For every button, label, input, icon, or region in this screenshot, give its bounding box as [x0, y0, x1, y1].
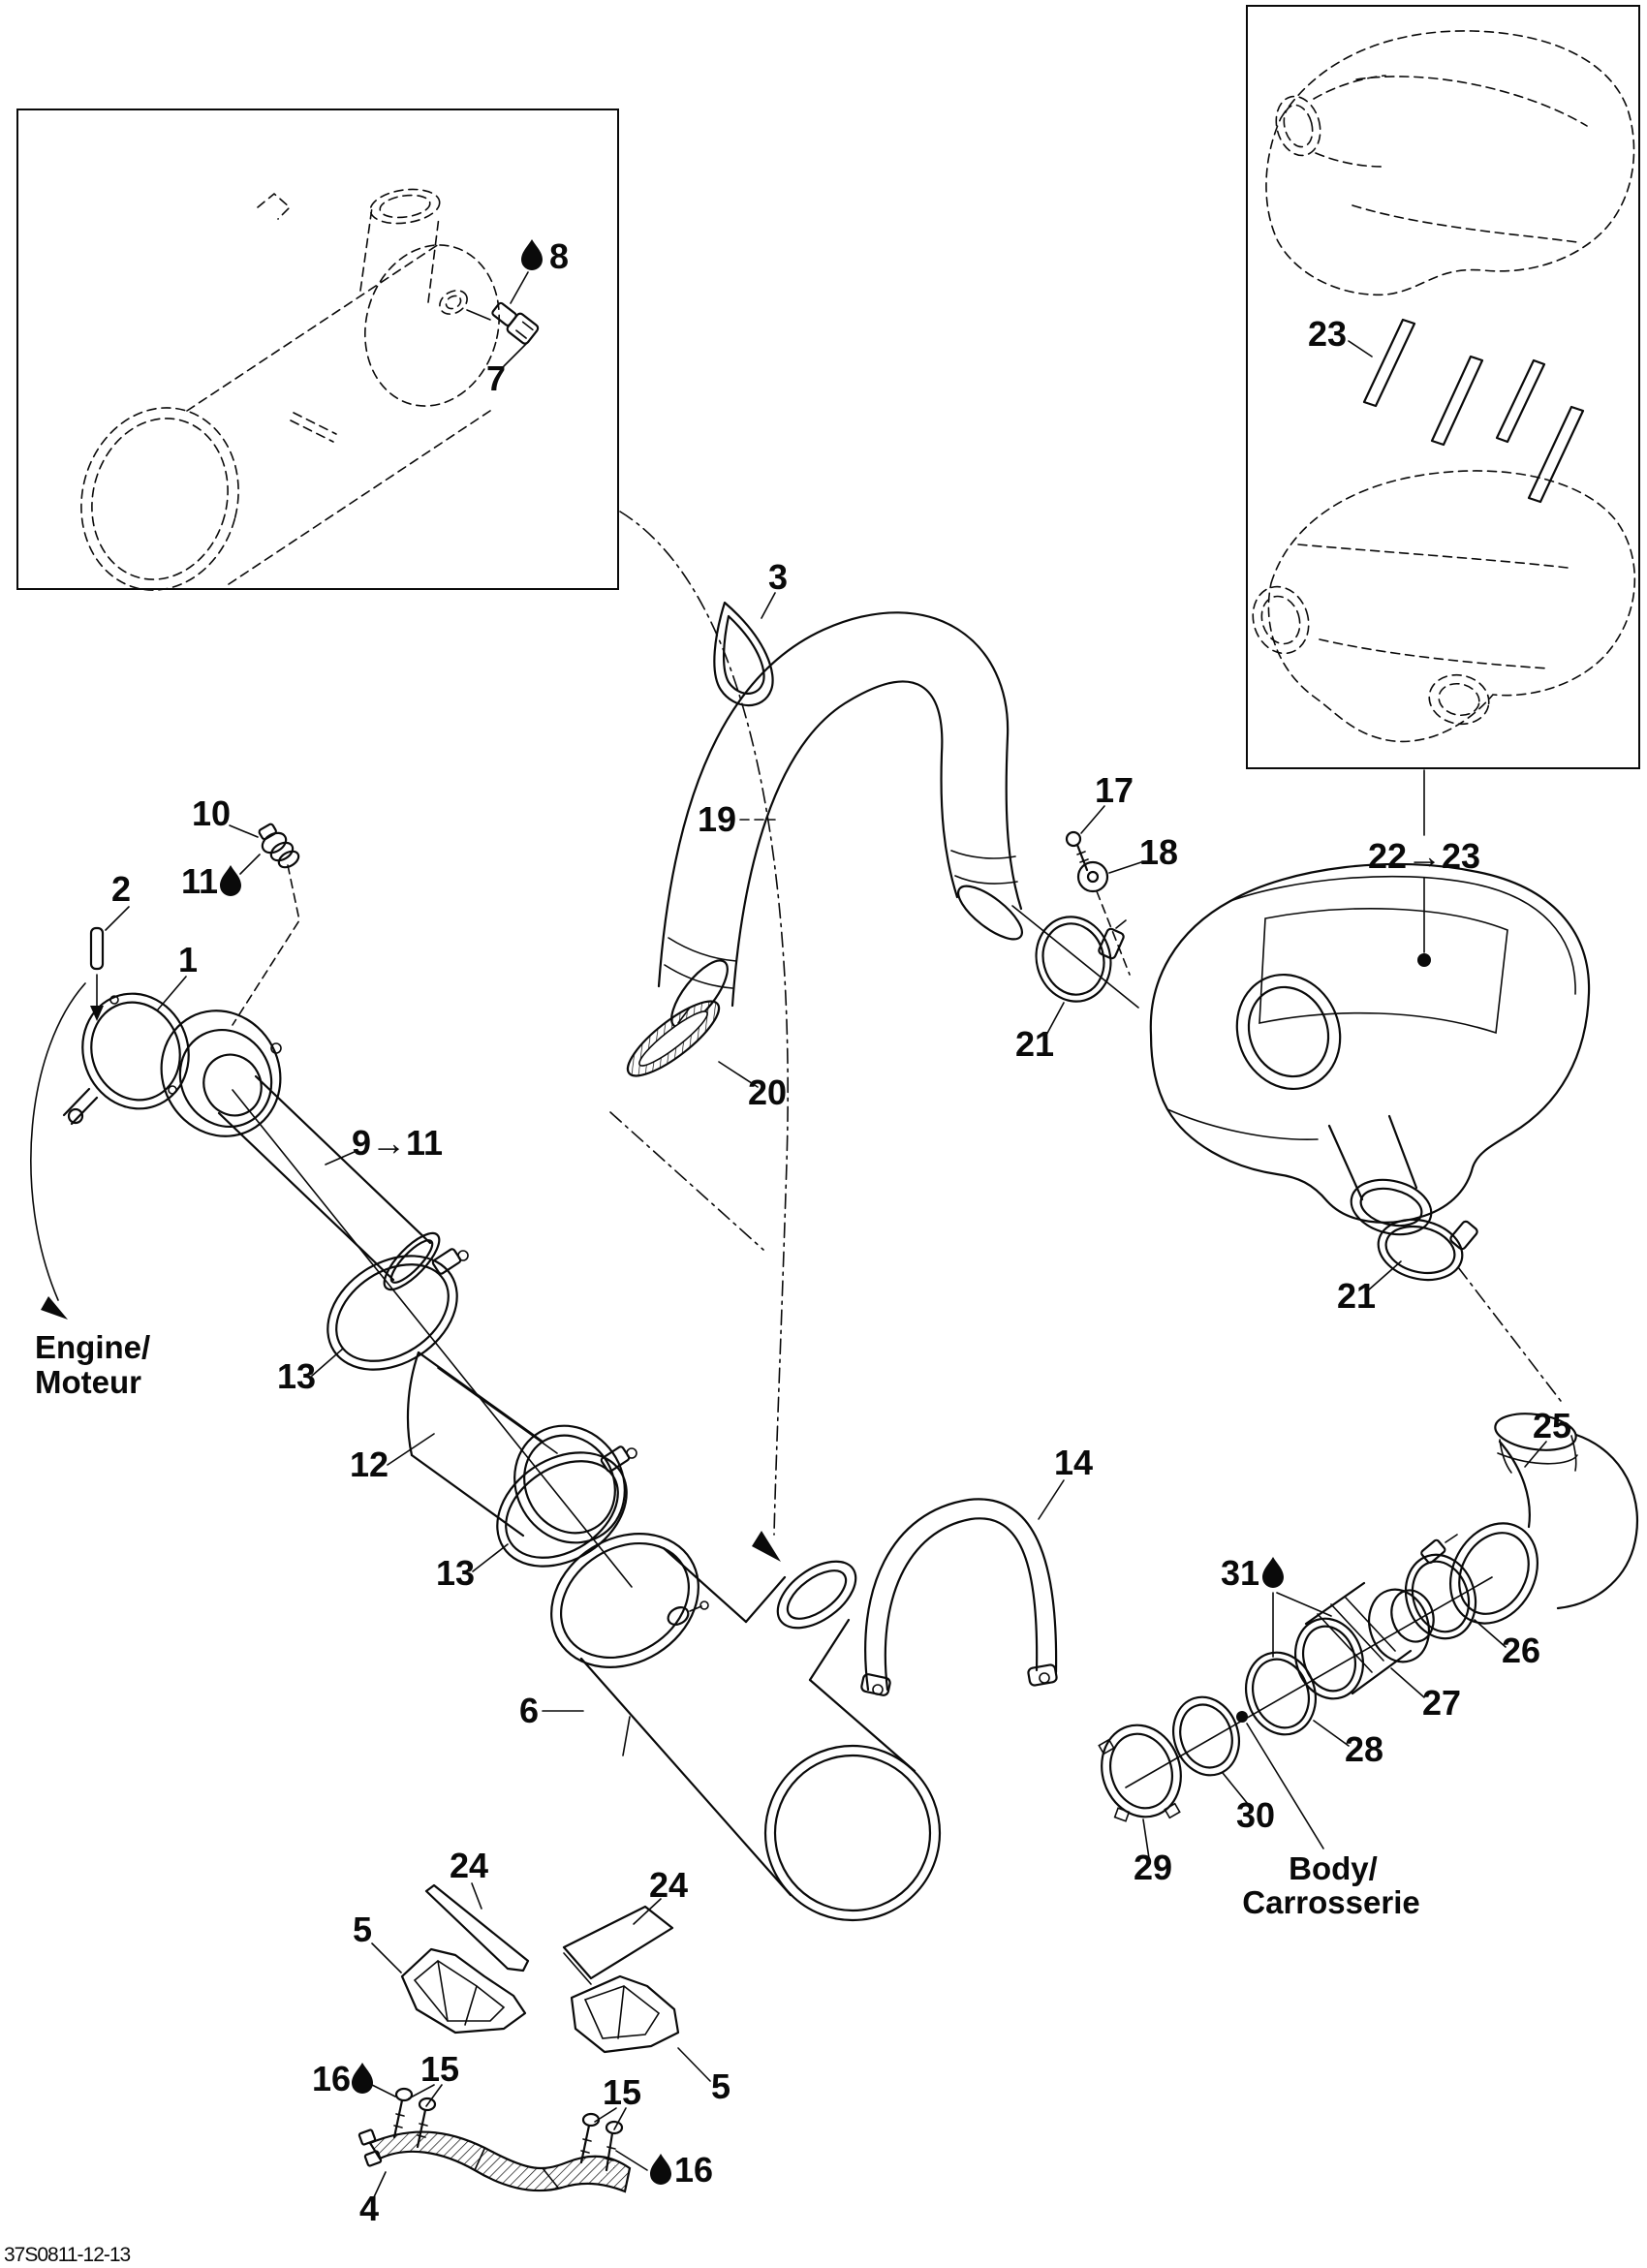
- airbox-ghost-upper: [1266, 31, 1634, 295]
- callout-2: 2: [110, 869, 132, 909]
- foam-strips: [1364, 320, 1583, 502]
- heat-shield-part-4: [358, 2129, 630, 2228]
- bracket-part-5-right: [572, 1976, 730, 2106]
- fitting-part-10: [192, 793, 301, 871]
- leader-23: [1349, 341, 1372, 357]
- airbox-ghost-lower: [1245, 471, 1635, 741]
- seal-ring-part-3: [714, 557, 788, 705]
- callout-21-left: 21: [1014, 1024, 1055, 1064]
- clamp-13-upper: [277, 1232, 479, 1396]
- leader-2: [106, 907, 129, 930]
- leader-24: [472, 1883, 482, 1909]
- leader-27: [1391, 1668, 1424, 1697]
- leader-1: [158, 977, 186, 1010]
- oil-note-31: [1221, 1553, 1331, 1657]
- callout-21-right: 21: [1336, 1276, 1377, 1316]
- callout-24-left: 24: [449, 1846, 489, 1885]
- oil-droplet-icon: [220, 865, 241, 896]
- muffler-part-6: [519, 1507, 940, 1920]
- arrowhead-icon: [752, 1531, 781, 1562]
- elbow-part-25: [1434, 1406, 1637, 1638]
- leader-28: [1314, 1721, 1349, 1746]
- callout-5-right: 5: [710, 2066, 731, 2106]
- oil-droplet-icon: [1262, 1557, 1284, 1588]
- muffler-ghost-drawing: [61, 185, 516, 607]
- gasket-part-28: [1235, 1643, 1383, 1769]
- airbox-main: [1151, 836, 1589, 1242]
- callout-13: 13: [276, 1356, 317, 1396]
- oil-note-11: [181, 854, 260, 901]
- leader-7: [504, 341, 529, 366]
- callout-11: 11: [180, 861, 219, 901]
- callout-19: 19: [697, 799, 737, 839]
- leader-12: [388, 1434, 434, 1465]
- callout-8: 8: [548, 236, 570, 276]
- engine-label-line2: Moteur: [35, 1364, 141, 1400]
- leader-16: [372, 2085, 395, 2097]
- airbox-inset: [1245, 6, 1639, 835]
- fitting-part-27: [1286, 1582, 1461, 1723]
- callout-28: 28: [1344, 1729, 1384, 1769]
- leader-13: [473, 1544, 508, 1571]
- callout-5-left: 5: [352, 1910, 373, 1949]
- oil-droplet-icon: [521, 239, 543, 270]
- temperature-sensor-part: [467, 299, 540, 346]
- oil-droplet-icon: [650, 2154, 671, 2185]
- callout-9-to-11: 9→11: [351, 1123, 444, 1163]
- callout-29: 29: [1133, 1848, 1173, 1887]
- washer-part-18: [1078, 832, 1178, 891]
- callout-23: 23: [1307, 314, 1348, 354]
- leader-13: [312, 1349, 343, 1376]
- callout-18: 18: [1138, 832, 1179, 872]
- callout-6: 6: [518, 1691, 540, 1730]
- leader-14: [1039, 1480, 1064, 1519]
- callout-15-left: 15: [420, 2049, 460, 2089]
- callout-3: 3: [767, 557, 789, 597]
- callout-27: 27: [1421, 1683, 1462, 1723]
- callout-16-right: 16: [673, 2150, 714, 2190]
- v-clamp-part-1: [64, 940, 204, 1124]
- callout-31: 31: [1220, 1553, 1260, 1593]
- callout-1: 1: [177, 940, 199, 979]
- bracket-part-5-left: [353, 1910, 525, 2033]
- engine-label-line1: Engine/: [35, 1329, 151, 1365]
- leader-10: [230, 825, 258, 837]
- callout-13b: 13: [435, 1553, 476, 1593]
- callout-4: 4: [358, 2189, 380, 2228]
- callout-24-right: 24: [648, 1865, 689, 1905]
- oil-note-16-left: [312, 2059, 395, 2098]
- callout-16-left: 16: [311, 2059, 352, 2098]
- drawing-code: 37S0811-12-13: [4, 2244, 131, 2266]
- callout-30: 30: [1235, 1795, 1276, 1835]
- callout-25: 25: [1532, 1406, 1572, 1445]
- gasket-part-20: [618, 990, 787, 1112]
- leader-5: [372, 1943, 401, 1973]
- callout-17: 17: [1094, 770, 1134, 810]
- callout-15-right: 15: [602, 2072, 642, 2112]
- oil-note-16-right: [616, 2150, 713, 2190]
- callout-12: 12: [349, 1445, 389, 1484]
- callout-7: 7: [485, 358, 507, 398]
- oil-droplet-icon: [352, 2063, 373, 2094]
- leader-18: [1109, 862, 1141, 873]
- screw-part-17: [1067, 770, 1134, 870]
- muffler-inset: [17, 109, 618, 607]
- leader-8: [511, 272, 528, 303]
- inset-border: [1247, 6, 1639, 768]
- leader-17: [1081, 806, 1104, 833]
- lock-ring-part-29: [1090, 1715, 1193, 1887]
- leader-5: [678, 2048, 710, 2081]
- body-label-line2: Carrosserie: [1242, 1884, 1420, 1920]
- leader-11: [240, 854, 260, 874]
- inset-border: [17, 109, 618, 589]
- clamp-part-21-right: [1337, 1211, 1478, 1316]
- callout-20: 20: [747, 1072, 788, 1112]
- arrowhead-icon: [41, 1296, 68, 1320]
- callout-14: 14: [1053, 1443, 1094, 1482]
- pad-part-24-right: [564, 1865, 688, 1984]
- callout-26: 26: [1501, 1631, 1541, 1670]
- callout-10: 10: [191, 793, 232, 833]
- hose-part-19: [659, 612, 1030, 1036]
- callout-22-to-23: 22→23: [1367, 836, 1481, 876]
- strap-part-14: [860, 1443, 1093, 1696]
- clamp-part-21-left: [1015, 909, 1126, 1064]
- body-label-line1: Body/: [1289, 1850, 1378, 1886]
